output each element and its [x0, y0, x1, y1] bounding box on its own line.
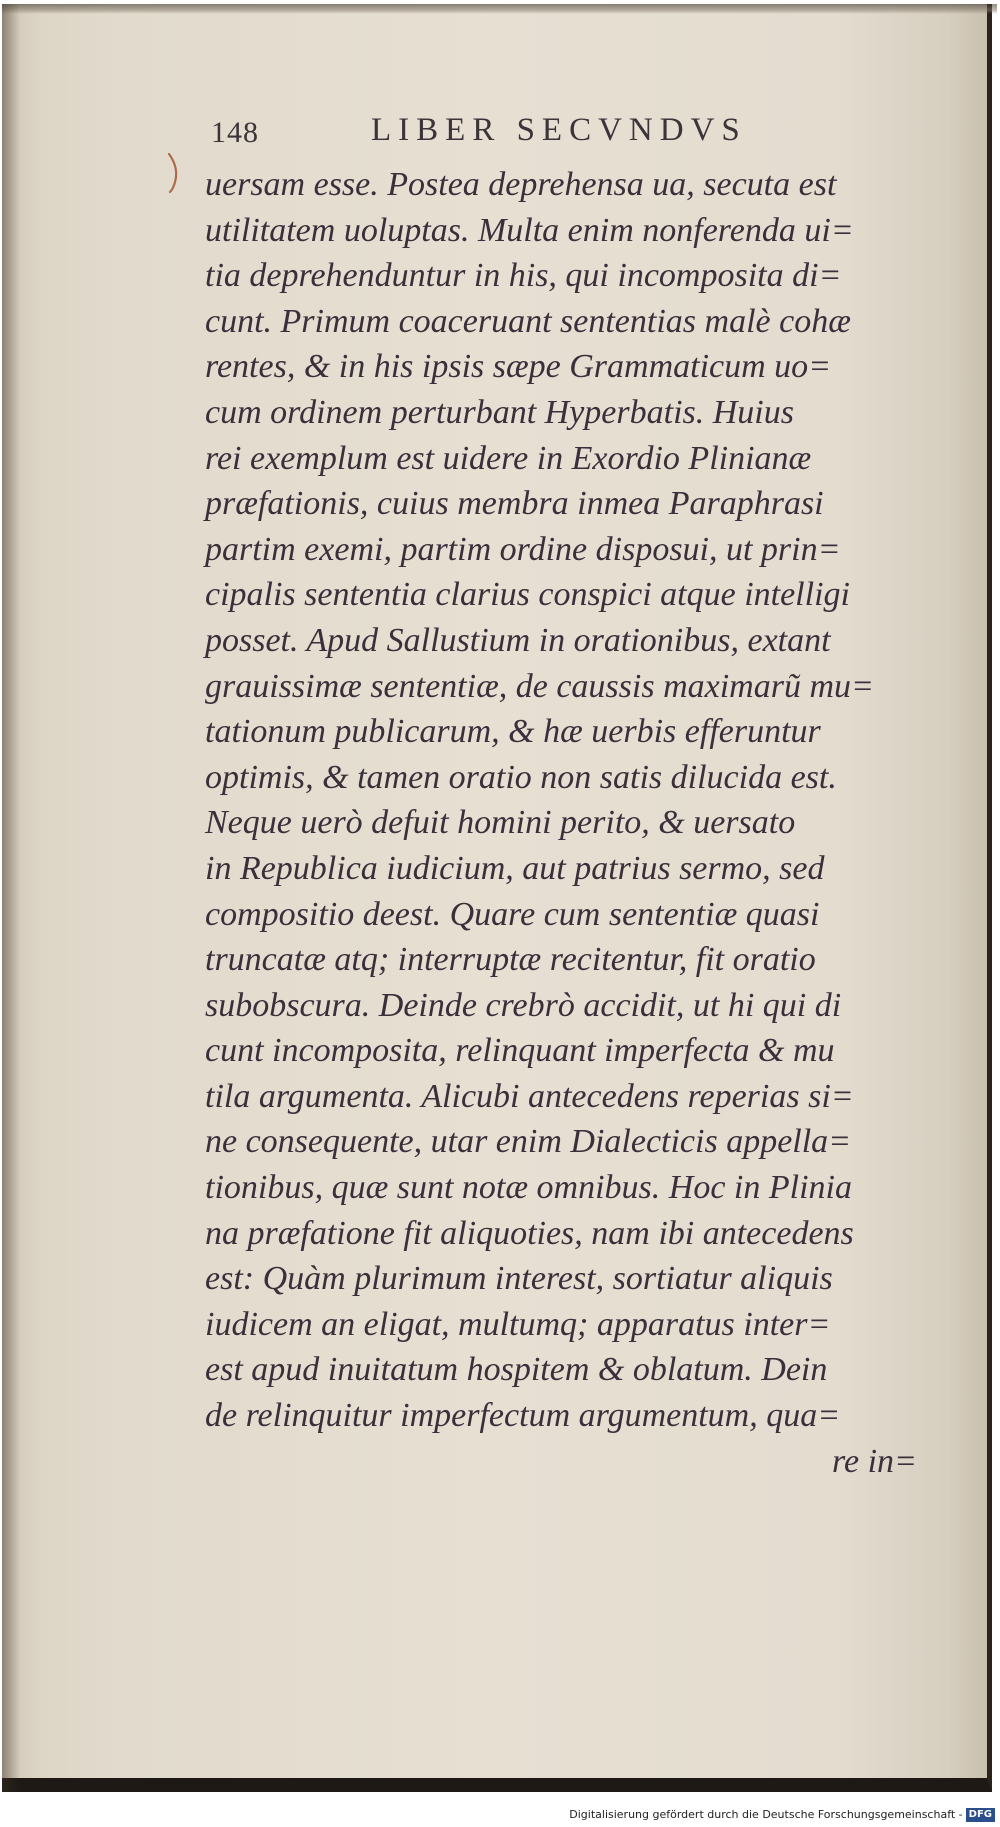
book-page [2, 4, 992, 1792]
text-line: tationum publicarum, & hæ uerbis efferuntur [205, 713, 821, 751]
text-line: rentes, & in his ipsis sæpe Grammaticum uo= [205, 348, 832, 386]
text-line: ne consequente, utar enim Dialecticis appella= [205, 1123, 852, 1161]
text-line: truncatæ atq; interruptæ recitentur, fit oratio [205, 941, 816, 979]
page-number: 148 [211, 116, 259, 149]
text-line: cipalis sententia clarius conspici atque intelligi [205, 576, 850, 614]
body-text [205, 162, 925, 1484]
text-line: tia deprehenduntur in his, qui incomposita di= [205, 257, 842, 295]
text-line: subobscura. Deinde crebrò accidit, ut hi qui di [205, 986, 842, 1024]
text-line: uersam esse. Postea deprehensa ua, secuta est [205, 166, 837, 203]
footer-credit: Digitalisierung gefördert durch die Deutsche Forschungsgemeinschaft - [569, 1808, 963, 1821]
running-head: LIBER SECVNDVS [371, 112, 747, 148]
text-line: optimis, & tamen oratio non satis dilucida est. [205, 758, 837, 796]
text-line: præfationis, cuius membra inmea Paraphrasi [205, 485, 824, 523]
page-header [211, 112, 931, 162]
page-top-edge-shadow [2, 4, 997, 14]
text-line: in Republica iudicium, aut patrius sermo, sed [205, 849, 825, 887]
text-line: na præfatione fit aliquoties, nam ibi antecedens [205, 1214, 854, 1252]
text-line: grauissimæ sententiæ, de caussis maximarũ mu= [205, 667, 874, 705]
page-gutter-shadow [2, 4, 20, 1792]
text-line: utilitatem uoluptas. Multa enim nonferenda ui= [205, 211, 854, 249]
text-line: tila argumenta. Alicubi antecedens reperias si= [205, 1077, 854, 1115]
text-line: tionibus, quæ sunt notæ omnibus. Hoc in Plinia [205, 1169, 852, 1207]
text-line: rei exemplum est uidere in Exordio Plinianæ [205, 439, 812, 477]
text-line: cum ordinem perturbant Hyperbatis. Huius [205, 393, 794, 431]
text-line: compositio deest. Quare cum sententiæ quasi [205, 895, 820, 933]
dfg-logo-icon: DFG [966, 1808, 995, 1822]
text-line: iudicem an eligat, multumq; apparatus inter= [205, 1305, 831, 1343]
text-line: Neque uerò defuit homini perito, & uersato [205, 804, 796, 842]
text-line: re in= [832, 1442, 917, 1480]
text-line: cunt. Primum coaceruant sententias malè cohæ [205, 302, 851, 340]
text-line: de relinquitur imperfectum argumentum, qua= [205, 1397, 841, 1435]
text-line: est apud inuitatum hospitem & oblatum. Dein [205, 1351, 828, 1389]
pencil-mark-icon [166, 152, 182, 194]
text-line: partim exemi, partim ordine disposui, ut prin= [205, 530, 841, 568]
text-line: est: Quàm plurimum interest, sortiatur aliquis [205, 1260, 833, 1298]
text-line: cunt incomposita, relinquant imperfecta & mu [205, 1032, 835, 1070]
digitization-footer [0, 1808, 995, 1824]
text-line: posset. Apud Sallustium in orationibus, extant [205, 621, 831, 659]
